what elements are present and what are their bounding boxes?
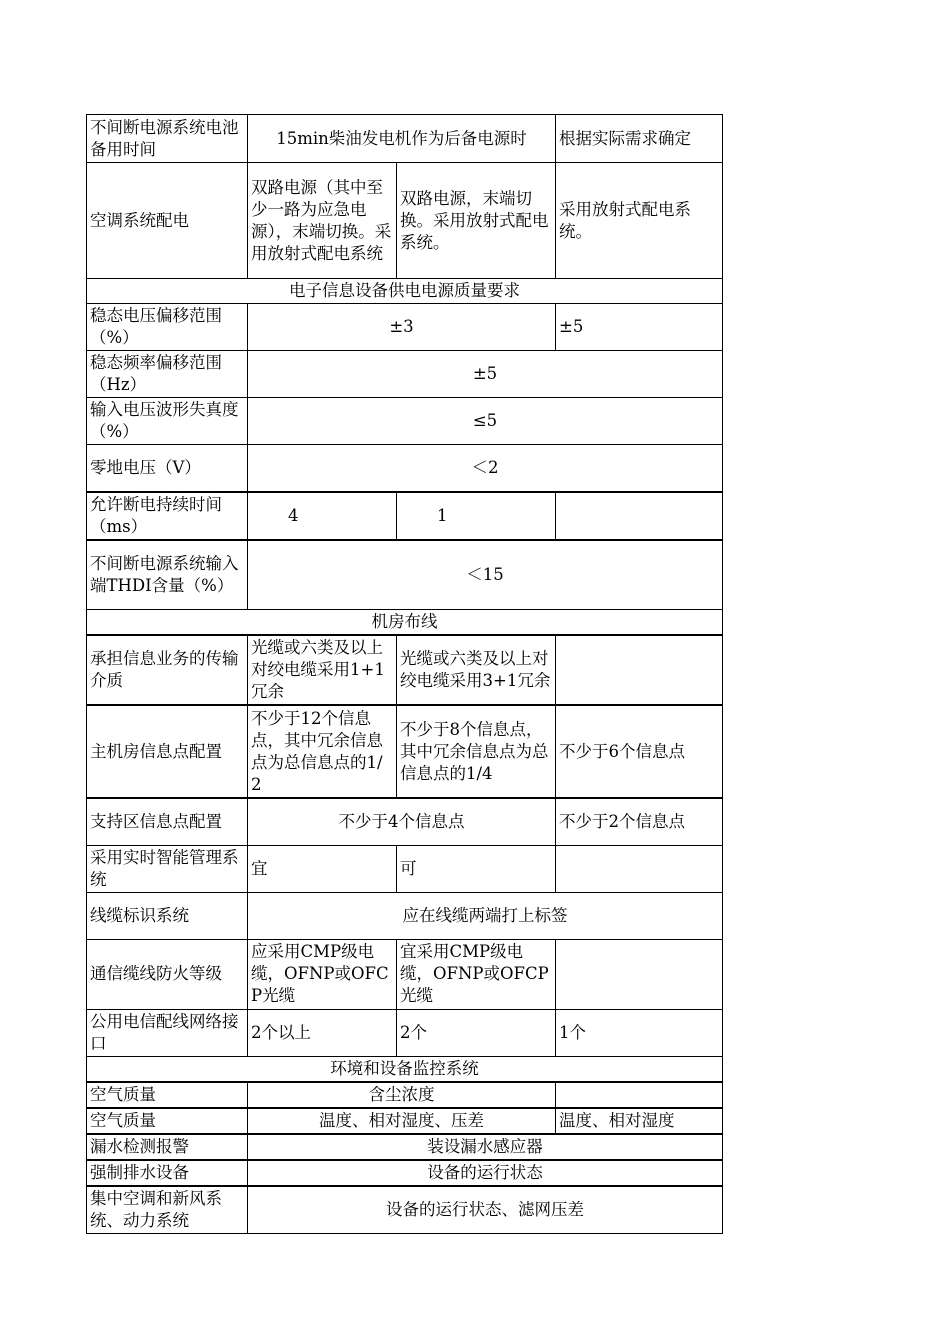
cell-class-a: 15min柴油发电机作为后备电源时 — [248, 115, 556, 163]
cell-class-b: 不少于8个信息点，其中冗余信息点为总信息点的1/4 — [397, 705, 556, 798]
section-row — [87, 1056, 723, 1082]
section-title: 电子信息设备供电电源质量要求 — [87, 279, 723, 304]
row-label: 输入电压波形失真度（%） — [87, 398, 248, 445]
cell-class-a: 温度、相对湿度、压差 — [248, 1108, 556, 1134]
table-row — [87, 705, 723, 798]
table-row — [87, 1134, 723, 1160]
cell-class-a: 应采用CMP级电缆，OFNP或OFCP光缆 — [248, 939, 397, 1009]
cell-class-a: 含尘浓度 — [248, 1082, 556, 1108]
table-row — [87, 540, 723, 610]
table-row — [87, 845, 723, 892]
cell-class-a: 装设漏水感应器 — [248, 1134, 723, 1160]
cell-class-b: 宜采用CMP级电缆，OFNP或OFCP光缆 — [397, 939, 556, 1009]
cell-class-a: 设备的运行状态 — [248, 1160, 723, 1186]
cell-class-c — [556, 492, 723, 540]
row-label: 强制排水设备 — [87, 1160, 248, 1186]
row-label: 公用电信配线网络接口 — [87, 1009, 248, 1056]
cell-class-a: 宜 — [248, 845, 397, 892]
table-row — [87, 351, 723, 398]
section-row — [87, 279, 723, 304]
table-row — [87, 492, 723, 540]
cell-class-b: 1 — [397, 492, 556, 540]
cell-class-c: 1个 — [556, 1009, 723, 1056]
row-label: 集中空调和新风系统、动力系统 — [87, 1186, 248, 1234]
cell-class-a: 应在线缆两端打上标签 — [248, 892, 723, 939]
table-row — [87, 445, 723, 492]
cell-class-a: ＜15 — [248, 540, 723, 610]
cell-class-a: ±3 — [248, 304, 556, 351]
row-label: 空气质量 — [87, 1108, 248, 1134]
cell-class-c: 不少于6个信息点 — [556, 705, 723, 798]
cell-class-c — [556, 635, 723, 705]
cell-class-a: 不少于4个信息点 — [248, 798, 556, 845]
table-row — [87, 1082, 723, 1108]
table-row — [87, 939, 723, 1009]
table-row — [87, 304, 723, 351]
cell-class-c: ±5 — [556, 304, 723, 351]
table-row — [87, 798, 723, 845]
row-label: 承担信息业务的传输介质 — [87, 635, 248, 705]
table-row — [87, 398, 723, 445]
table-row — [87, 163, 723, 279]
row-label: 不间断电源系统电池备用时间 — [87, 115, 248, 163]
row-label: 主机房信息点配置 — [87, 705, 248, 798]
cell-class-c: 采用放射式配电系统。 — [556, 163, 723, 279]
cell-class-a: 光缆或六类及以上对绞电缆采用1+1冗余 — [248, 635, 397, 705]
spec-table — [86, 114, 723, 1234]
table-row — [87, 115, 723, 163]
cell-class-b: 可 — [397, 845, 556, 892]
table-row — [87, 892, 723, 939]
section-title: 机房布线 — [87, 610, 723, 636]
section-title: 环境和设备监控系统 — [87, 1056, 723, 1082]
cell-class-c — [556, 939, 723, 1009]
row-label: 采用实时智能管理系统 — [87, 845, 248, 892]
cell-class-a: 双路电源（其中至少一路为应急电源），末端切换。采用放射式配电系统 — [248, 163, 397, 279]
cell-class-a: 2个以上 — [248, 1009, 397, 1056]
row-label: 漏水检测报警 — [87, 1134, 248, 1160]
table-row — [87, 1160, 723, 1186]
cell-class-c: 温度、相对湿度 — [556, 1108, 723, 1134]
cell-class-a: ≤5 — [248, 398, 723, 445]
row-label: 允许断电持续时间（ms） — [87, 492, 248, 540]
row-label: 线缆标识系统 — [87, 892, 248, 939]
cell-class-a: ±5 — [248, 351, 723, 398]
cell-class-b: 2个 — [397, 1009, 556, 1056]
cell-class-a: 不少于12个信息点，其中冗余信息点为总信息点的1/2 — [248, 705, 397, 798]
row-label: 零地电压（V） — [87, 445, 248, 492]
table-row — [87, 635, 723, 705]
table-row — [87, 1186, 723, 1234]
cell-class-c — [556, 845, 723, 892]
cell-class-c: 根据实际需求确定 — [556, 115, 723, 163]
table-row — [87, 1108, 723, 1134]
cell-class-c — [556, 1082, 723, 1108]
table-row — [87, 1009, 723, 1056]
cell-class-b: 双路电源，末端切换。采用放射式配电系统。 — [397, 163, 556, 279]
cell-class-a: 设备的运行状态、滤网压差 — [248, 1186, 723, 1234]
row-label: 不间断电源系统输入端THDI含量（%） — [87, 540, 248, 610]
cell-class-b: 光缆或六类及以上对绞电缆采用3+1冗余 — [397, 635, 556, 705]
section-row — [87, 610, 723, 636]
row-label: 空调系统配电 — [87, 163, 248, 279]
row-label: 空气质量 — [87, 1082, 248, 1108]
row-label: 稳态电压偏移范围（%） — [87, 304, 248, 351]
cell-class-a: ＜2 — [248, 445, 723, 492]
row-label: 支持区信息点配置 — [87, 798, 248, 845]
cell-class-c: 不少于2个信息点 — [556, 798, 723, 845]
row-label: 通信缆线防火等级 — [87, 939, 248, 1009]
cell-class-a: 4 — [248, 492, 397, 540]
row-label: 稳态频率偏移范围（Hz） — [87, 351, 248, 398]
